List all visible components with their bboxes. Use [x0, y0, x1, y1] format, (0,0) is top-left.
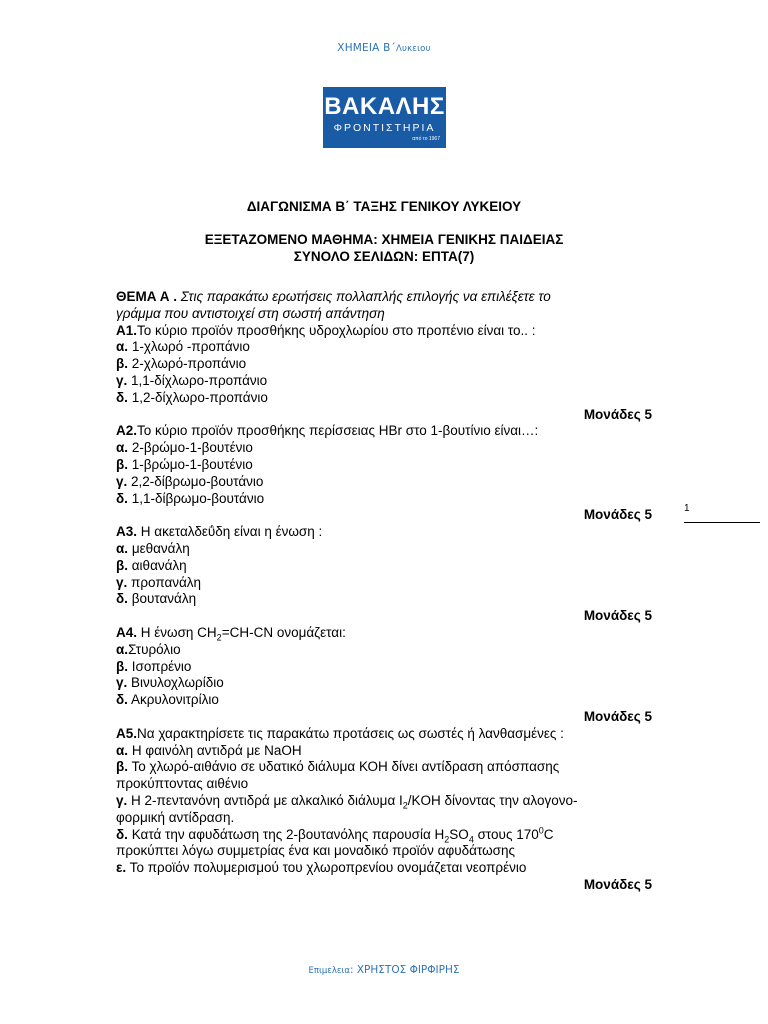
- exam-title: ΔΙΑΓΩΝΙΣΜΑ Β΄ ΤΑΞΗΣ ΓΕΝΙΚΟΥ ΛΥΚΕΙΟΥ: [246, 199, 522, 214]
- question-number: Α4.: [116, 624, 138, 640]
- footer-label: Επιμελεια: [308, 966, 350, 976]
- school-logo: [323, 87, 446, 148]
- option-c: γ. προπανάλη: [116, 574, 202, 590]
- option-d: δ. βουτανάλη: [116, 591, 197, 607]
- question-number: Α5.: [116, 725, 138, 741]
- option-b: β. 2-χλωρό-προπάνιο: [116, 356, 247, 372]
- option-c: γ. 2,2-δίβρωμο-βουτάνιο: [116, 473, 264, 489]
- statement-b: β. Το χλωρό-αιθάνιο σε υδατικό διάλυμα ΚΟΗ δίνει αντίδραση απόσπασης: [116, 759, 560, 775]
- option-b: β. 1-βρώμο-1-βουτένιο: [116, 456, 253, 472]
- statement-d: δ. Κατά την αφυδάτωση της 2-βουτανόλης παρουσία $H_2SO_4$ στους $170^0C$: [116, 825, 554, 845]
- header-grade: Λυκειου: [395, 44, 431, 54]
- statement-e: ε. Το προϊόν πολυμερισμού του χλωροπρενίου ονομάζεται νεοπρένιο: [116, 860, 527, 876]
- question-number: Α2.: [116, 423, 138, 439]
- option-d: δ. 1,2-δίχλωρο-προπάνιο: [116, 389, 268, 405]
- question-a4: Α4. Η ένωση $CH_2=CH-CN$ ονομάζεται: α.Στυρόλιο β. Ισοπρένιο γ. Βινυλοχλωρίδιο δ. Ακρυλονιτρίλιο Μονάδες 5: [116, 625, 656, 726]
- section-heading: [116, 289, 656, 306]
- option-d: δ. 1,1-δίβρωμο-βουτάνιο: [116, 490, 265, 506]
- question-a2: [116, 423, 656, 524]
- header-title: [0, 42, 768, 54]
- points-label: Μονάδες 5: [583, 876, 652, 892]
- header-subject: ΧΗΜΕΙΑ Β΄: [337, 42, 396, 54]
- option-a: α. 2-βρώμο-1-βουτένιο: [116, 440, 253, 456]
- points-label: Μονάδες 5: [583, 608, 652, 624]
- question-a1: [116, 323, 656, 424]
- option-a: α.Στυρόλιο: [116, 641, 181, 657]
- option-d: δ. Ακρυλονιτρίλιο: [116, 692, 219, 708]
- statement-c-cont: φορμική αντίδραση.: [116, 809, 235, 825]
- option-b: β. αιθανάλη: [116, 557, 187, 573]
- page-number: 1: [684, 503, 690, 514]
- option-a: α. 1-χλωρό -προπάνιο: [116, 339, 250, 355]
- statement-c: γ. Η 2-πεντανόνη αντιδρά με αλκαλικό διάλυμα $I_2$/KOH δίνοντας την αλογονο-: [116, 792, 578, 811]
- page-number-rule: [684, 522, 760, 523]
- question-a3: [116, 524, 656, 625]
- section-label: ΘΕΜΑ Α .: [116, 289, 178, 304]
- logo-name: ΒΑΚΑΛΗΣ: [324, 93, 445, 120]
- question-text: Το κύριο προϊόν προσθήκης περίσσειας HBr στο 1-βουτίνιο είναι…:: [137, 423, 539, 439]
- question-number: Α1.: [116, 322, 138, 338]
- points-label: Μονάδες 5: [583, 406, 652, 422]
- statement-b-cont: προκύπτοντας αιθένιο: [116, 776, 249, 792]
- option-a: α. μεθανάλη: [116, 540, 190, 556]
- option-b: β. Ισοπρένιο: [116, 658, 192, 674]
- question-number: Α3.: [116, 524, 138, 540]
- logo-subtitle: ΦΡΟΝΤΙΣΤΗΡΙΑ: [333, 122, 436, 134]
- question-text: Η ακεταλδεΰδη είναι η ένωση :: [137, 524, 323, 540]
- question-text: Να χαρακτηρίσετε τις παρακάτω προτάσεις ως σωστές ή λανθασμένες :: [137, 725, 564, 741]
- footer: [0, 964, 768, 976]
- exam-body: [116, 289, 656, 894]
- statement-a: α. Η φαινόλη αντιδρά με NaOH: [116, 742, 302, 758]
- logo-since: από το 1967: [412, 136, 440, 142]
- statement-d-cont: προκύπτει λόγω συμμετρίας ένα και μοναδικό προϊόν αφυδάτωσης: [116, 843, 515, 859]
- section-instruction-2: γράμμα που αντιστοιχεί στη σωστή απάντηση: [116, 305, 385, 321]
- points-label: Μονάδες 5: [583, 507, 652, 523]
- option-c: γ. 1,1-δίχλωρο-προπάνιο: [116, 372, 268, 388]
- footer-author: : ΧΡΗΣΤΟΣ ΦΙΡΦΙΡΗΣ: [349, 964, 460, 976]
- exam-course: ΕΞΕΤΑΖΟΜΕΝΟ ΜΑΘΗΜΑ: ΧΗΜΕΙΑ ΓΕΝΙΚΗΣ ΠΑΙΔΕΙΑΣ: [204, 232, 564, 247]
- exam-pages: ΣΥΝΟΛΟ ΣΕΛΙΔΩΝ: ΕΠΤΑ(7): [293, 249, 475, 264]
- question-text: Το κύριο προϊόν προσθήκης υδροχλωρίου στο προπένιο είναι το.. :: [137, 322, 536, 338]
- section-instruction-1: Στις παρακάτω ερωτήσεις πολλαπλής επιλογής να επιλέξετε το: [177, 289, 551, 304]
- question-a5: [116, 726, 656, 894]
- points-label: Μονάδες 5: [583, 708, 652, 724]
- option-c: γ. Βινυλοχλωρίδιο: [116, 675, 224, 691]
